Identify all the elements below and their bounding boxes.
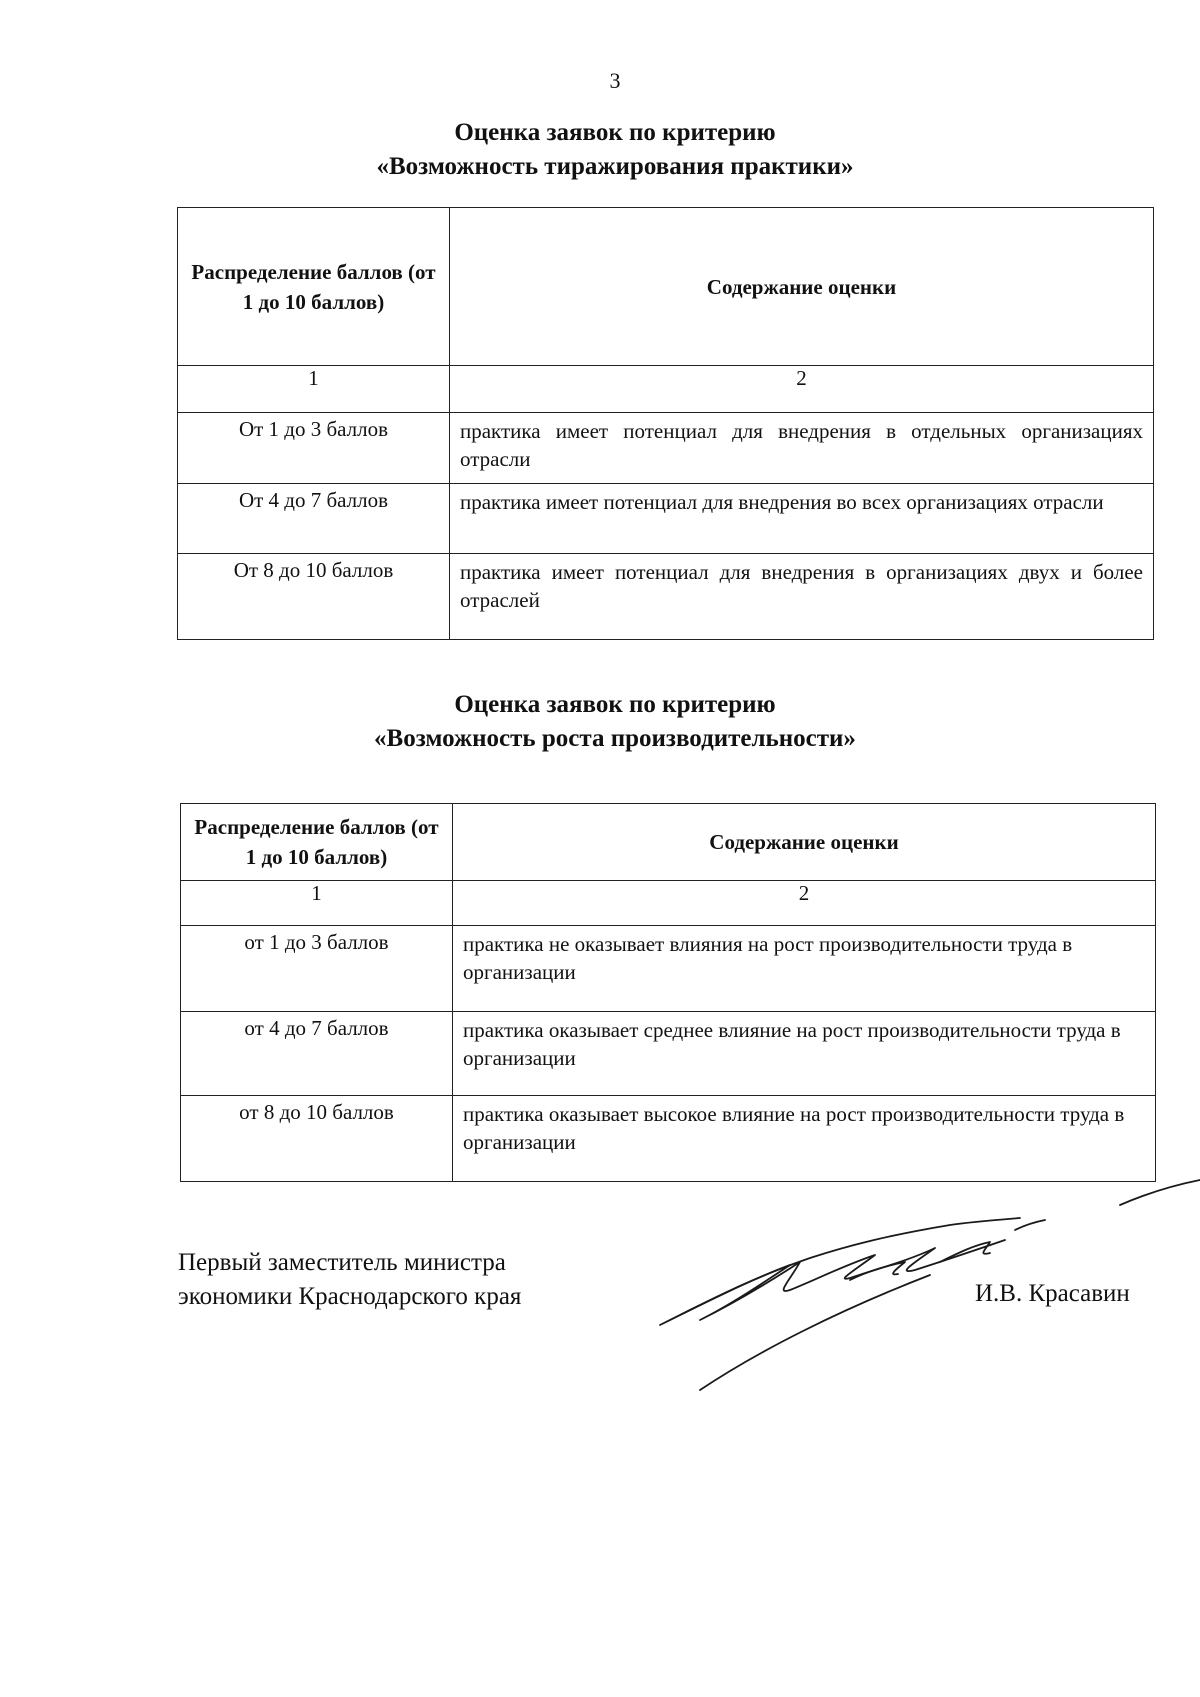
score-description: практика имеет потенциал для внедрения во всех организациях отрасли	[450, 484, 1154, 554]
score-description: практика оказывает среднее влияние на рост производительности труда в организации	[453, 1012, 1156, 1096]
score-range: от 4 до 7 баллов	[181, 1012, 453, 1096]
signer-position-line1: Первый заместитель министра	[178, 1249, 506, 1276]
table-row	[181, 926, 1156, 1012]
criteria-table-1	[177, 207, 1154, 640]
section-title-line2: «Возможность тиражирования практики»	[376, 153, 854, 180]
section-title-1	[0, 116, 1200, 184]
criteria-table-2	[180, 803, 1156, 1182]
signer-position	[178, 1246, 521, 1314]
header-score-distribution: Распределение баллов (от 1 до 10 баллов)	[178, 208, 450, 366]
section-title-line2: «Возможность роста производительности»	[374, 725, 856, 752]
score-description: практика не оказывает влияния на рост производительности труда в организации	[453, 926, 1156, 1012]
column-number-1: 1	[181, 881, 453, 926]
score-range: от 1 до 3 баллов	[181, 926, 453, 1012]
table-number-row	[181, 881, 1156, 926]
section-title-line1: Оценка заявок по критерию	[454, 691, 776, 718]
column-number-2: 2	[453, 881, 1156, 926]
table-row	[178, 413, 1154, 484]
column-number-2: 2	[450, 366, 1154, 413]
section-title-2	[0, 688, 1200, 756]
score-description: практика имеет потенциал для внедрения в организациях двух и более отраслей	[450, 554, 1154, 640]
table-row	[178, 554, 1154, 640]
table-header-row	[181, 804, 1156, 881]
table-number-row	[178, 366, 1154, 413]
table-row	[181, 1012, 1156, 1096]
header-evaluation-content: Содержание оценки	[453, 804, 1156, 881]
signer-name: И.В. Красавин	[975, 1280, 1130, 1307]
page-number: 3	[609, 68, 621, 93]
column-number-1: 1	[178, 366, 450, 413]
score-description: практика имеет потенциал для внедрения в отдельных организациях отрасли	[450, 413, 1154, 484]
header-score-distribution: Распределение баллов (от 1 до 10 баллов)	[181, 804, 453, 881]
score-range: От 1 до 3 баллов	[178, 413, 450, 484]
header-evaluation-content: Содержание оценки	[450, 208, 1154, 366]
score-description: практика оказывает высокое влияние на рост производительности труда в организации	[453, 1096, 1156, 1182]
table-row	[178, 484, 1154, 554]
score-range: от 8 до 10 баллов	[181, 1096, 453, 1182]
table-row	[181, 1096, 1156, 1182]
table-header-row	[178, 208, 1154, 366]
signer-position-line2: экономики Краснодарского края	[178, 1283, 522, 1310]
score-range: От 4 до 7 баллов	[178, 484, 450, 554]
section-title-line1: Оценка заявок по критерию	[454, 119, 776, 146]
score-range: От 8 до 10 баллов	[178, 554, 450, 640]
